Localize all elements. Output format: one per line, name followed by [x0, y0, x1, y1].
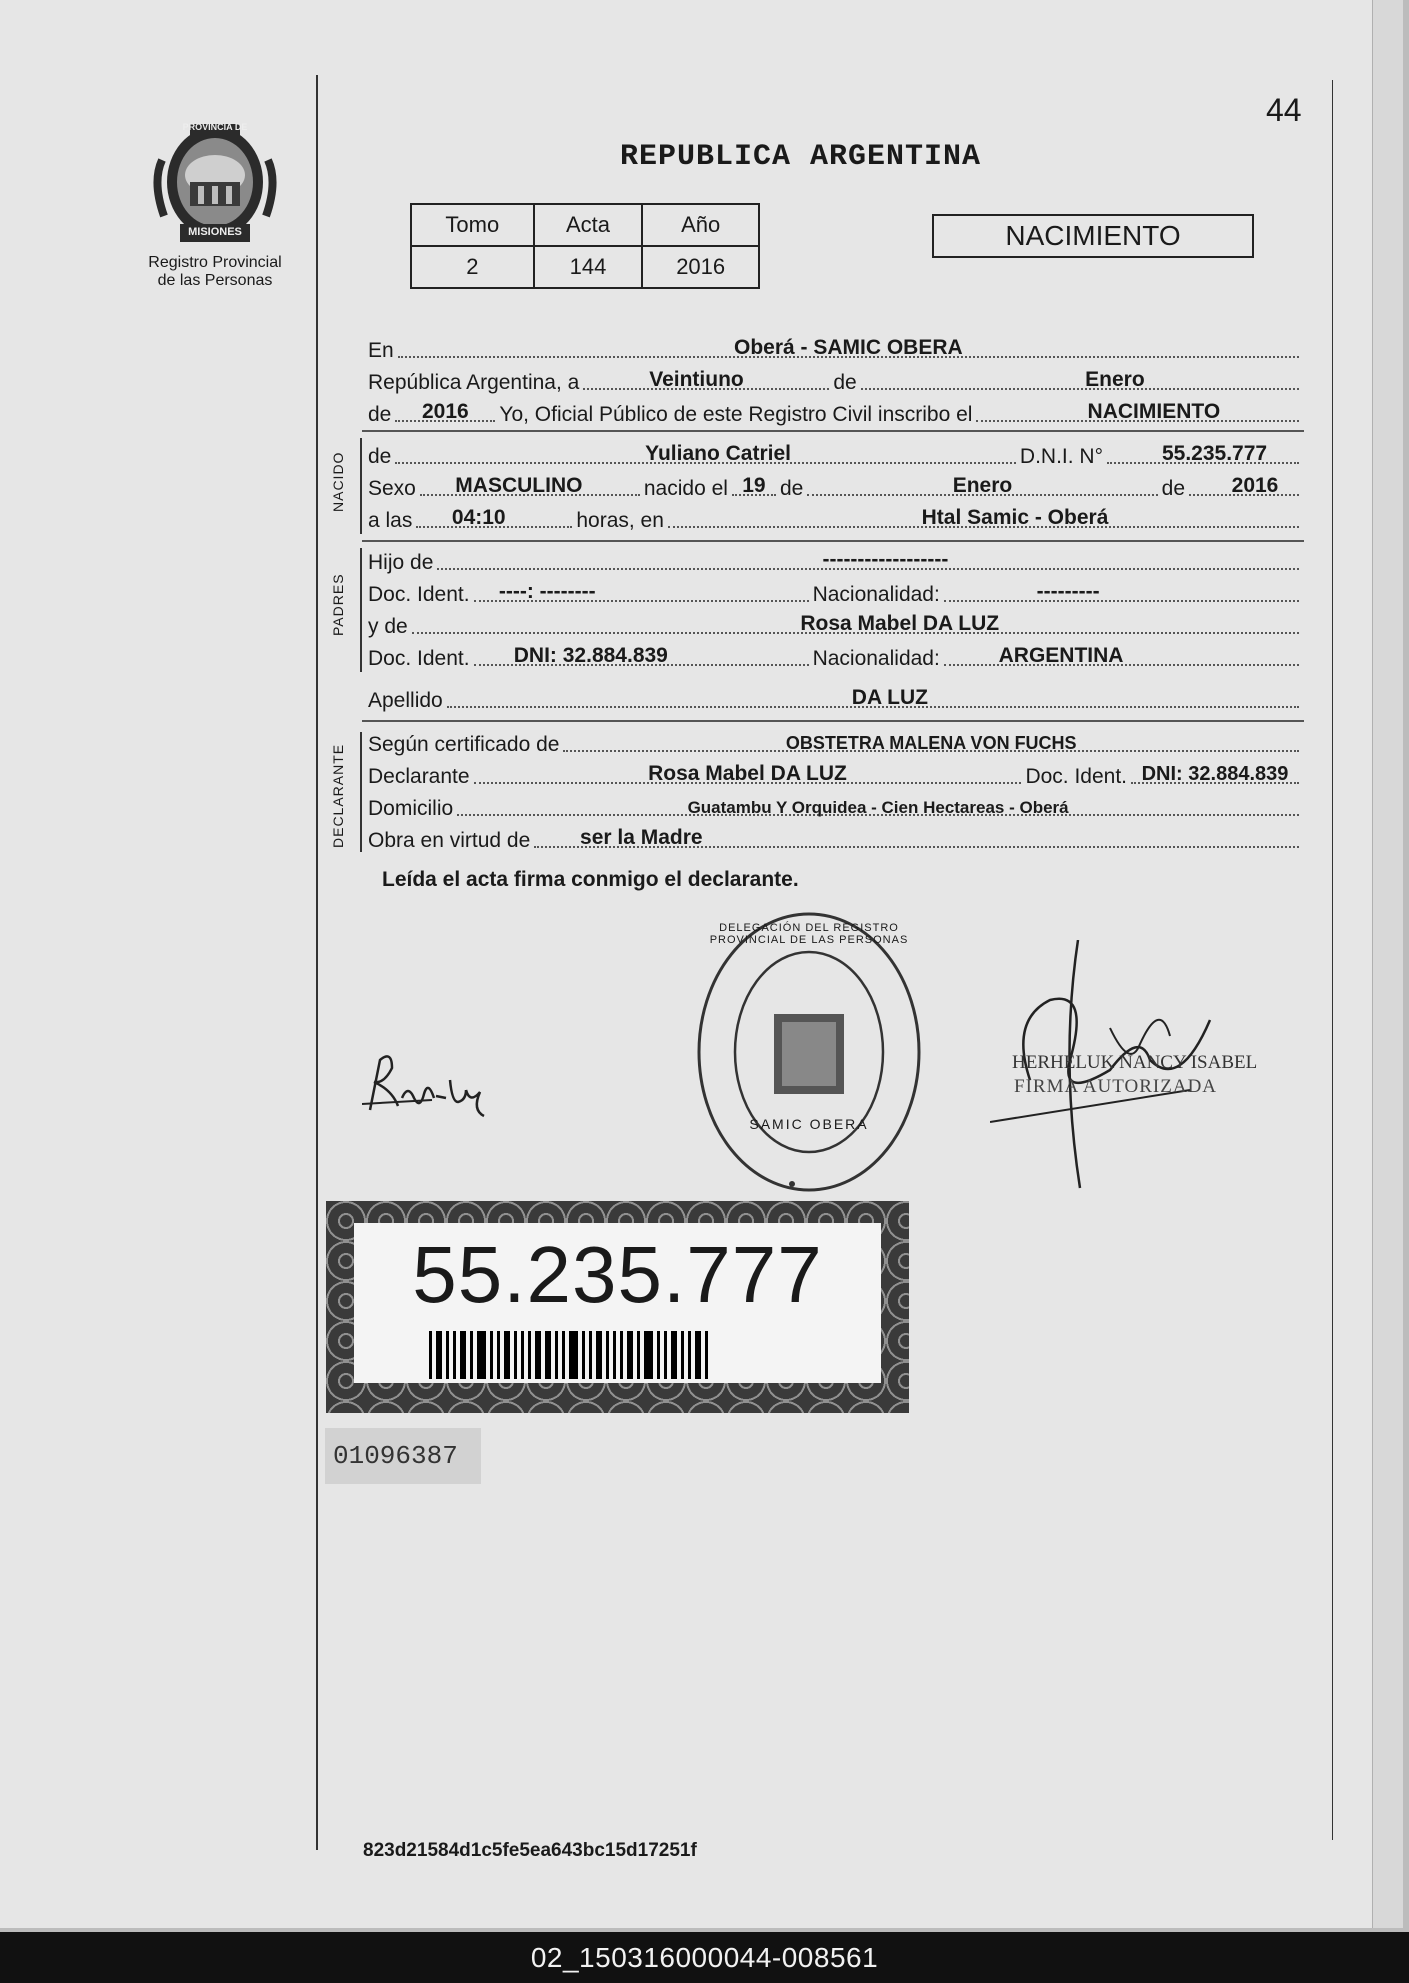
label-de2: de	[368, 403, 392, 426]
value-birth-place: Htal Samic - Oberá	[921, 506, 1109, 529]
barcode-bar	[477, 1331, 486, 1379]
value-declarante: Rosa Mabel DA LUZ	[648, 762, 847, 785]
barcode-bar	[545, 1331, 551, 1379]
separator-1	[362, 430, 1304, 432]
label-nacido-el: nacido el	[643, 477, 728, 500]
document-title: REPUBLICA ARGENTINA	[620, 140, 982, 174]
value-birth-day: 19	[742, 474, 766, 497]
header-tomo: Tomo	[411, 204, 534, 246]
label-dni: D.N.I. N°	[1019, 445, 1103, 468]
barcode-bar	[514, 1331, 517, 1379]
barcode-bar	[613, 1331, 616, 1379]
value-father: ------------------	[822, 548, 949, 571]
row-apellido	[368, 684, 1303, 714]
header-acta: Acta	[534, 204, 643, 246]
barcode-bar	[627, 1331, 633, 1379]
value-sexo: MASCULINO	[455, 474, 583, 497]
barcode-bar	[644, 1331, 653, 1379]
value-mother: Rosa Mabel DA LUZ	[800, 612, 1000, 635]
barcode-bar	[637, 1331, 640, 1379]
label-republica: República Argentina, a	[368, 371, 580, 394]
left-margin-line	[316, 75, 318, 1850]
value-tomo: 2	[411, 246, 534, 288]
barcode-bar	[528, 1331, 531, 1379]
closing-statement: Leída el acta firma conmigo el declarante.	[382, 868, 799, 891]
stamp-inner-text: SAMIC OBERA	[749, 1116, 869, 1132]
barcode-bar	[705, 1331, 708, 1379]
side-label-declarante: DECLARANTE	[330, 743, 346, 848]
barcode-bar	[569, 1331, 578, 1379]
barcode-bar	[555, 1331, 558, 1379]
stamp-ring-text: DELEGACIÓN DEL REGISTRO PROVINCIAL DE LAS PERSONAS	[709, 922, 909, 946]
underlying-page-edge	[1372, 0, 1403, 1928]
value-doc2: DNI: 32.884.839	[513, 644, 668, 667]
handwritten-signature-icon	[362, 1040, 502, 1130]
label-doc2: Doc. Ident.	[368, 647, 470, 670]
row-doc2	[368, 642, 1303, 672]
logo-caption-line2: de las Personas	[157, 272, 273, 289]
label-de: de	[833, 371, 857, 394]
scan-footer-id: 02_150316000044-008561	[0, 1932, 1409, 1983]
label-alas: a las	[368, 509, 413, 532]
label-nac1: Nacionalidad:	[812, 583, 940, 606]
record-table-value-row	[411, 246, 759, 288]
serial-number: 01096387	[325, 1428, 481, 1484]
seal-ring-top-text: PROVINCIA DE	[182, 122, 248, 132]
side-label-nacido: NACIDO	[330, 451, 346, 512]
value-acta: 144	[534, 246, 643, 288]
barcode-bar	[497, 1331, 500, 1379]
label-sexo: Sexo	[368, 477, 416, 500]
label-doc1: Doc. Ident.	[368, 583, 470, 606]
right-margin-line	[1332, 80, 1333, 1840]
barcode-bar	[436, 1331, 442, 1379]
value-nac1: ---------	[1036, 580, 1100, 603]
barcode-bar	[504, 1331, 510, 1379]
label-nacido-de: de	[368, 445, 392, 468]
document-hash: 823d21584d1c5fe5ea643bc15d17251f	[363, 1840, 697, 1861]
record-type-box: NACIMIENTO	[932, 214, 1254, 258]
barcode-bar	[596, 1331, 602, 1379]
barcode-bar	[664, 1331, 667, 1379]
barcode-bar	[589, 1331, 592, 1379]
barcode-bar	[460, 1331, 466, 1379]
row-obra	[368, 824, 1303, 854]
declarante-bracket	[360, 732, 362, 852]
barcode-bar	[695, 1331, 701, 1379]
header-anio: Año	[642, 204, 759, 246]
label-inscribo: Yo, Oficial Público de este Registro Civil inscribo el	[499, 403, 973, 426]
row-nacido-hora	[368, 504, 1303, 534]
value-child-dni: 55.235.777	[1161, 442, 1268, 465]
barcode-number: 55.235.777	[412, 1230, 823, 1319]
barcode-panel	[326, 1201, 909, 1413]
barcode-bar	[606, 1331, 609, 1379]
row-inscribo	[368, 398, 1303, 428]
value-nac2: ARGENTINA	[998, 644, 1124, 667]
record-table-header-row	[411, 204, 759, 246]
padres-bracket	[360, 548, 362, 672]
official-stamp	[692, 906, 926, 1198]
barcode-bar	[620, 1331, 623, 1379]
stamp-seal-icon	[692, 906, 926, 1198]
value-obra: ser la Madre	[580, 826, 703, 849]
label-nac2: Nacionalidad:	[812, 647, 940, 670]
official-name: HERHELUK NANCY ISABEL	[1012, 1052, 1258, 1073]
official-signature	[990, 940, 1270, 1190]
label-nacido-de3: de	[1161, 477, 1185, 500]
logo-caption-line1: Registro Provincial	[148, 254, 282, 271]
declarant-signature	[362, 1040, 502, 1130]
value-anio: 2016	[642, 246, 759, 288]
barcode-bar	[582, 1331, 585, 1379]
label-obra: Obra en virtud de	[368, 829, 531, 852]
value-apellido: DA LUZ	[851, 686, 929, 709]
label-y-de: y de	[368, 615, 408, 638]
label-en: En	[368, 339, 394, 362]
barcode-bar	[453, 1331, 456, 1379]
label-declarante: Declarante	[368, 765, 470, 788]
value-decl-doc: DNI: 32.884.839	[1141, 763, 1289, 785]
value-year: 2016	[422, 400, 469, 423]
value-certificado: OBSTETRA MALENA VON FUCHS	[785, 733, 1077, 753]
barcode-bar	[490, 1331, 493, 1379]
label-hijo-de: Hijo de	[368, 551, 434, 574]
barcode-bar	[521, 1331, 524, 1379]
official-role: FIRMA AUTORIZADA	[1014, 1076, 1218, 1097]
label-decl-doc: Doc. Ident.	[1025, 765, 1127, 788]
page-number: 44	[1266, 92, 1302, 128]
barcode-bar	[535, 1331, 541, 1379]
barcode-bar	[562, 1331, 565, 1379]
value-birth-year: 2016	[1231, 474, 1279, 497]
barcode-bar	[470, 1331, 473, 1379]
label-apellido: Apellido	[368, 689, 443, 712]
barcode-bar	[429, 1331, 432, 1379]
value-child-name: Yuliano Catriel	[645, 442, 791, 465]
value-day: Veintiuno	[649, 368, 744, 391]
seal-ring-bottom-text: MISIONES	[188, 226, 242, 238]
barcode-bar	[688, 1331, 691, 1379]
label-domicilio: Domicilio	[368, 797, 454, 820]
nacido-bracket	[360, 438, 362, 534]
value-month: Enero	[1085, 368, 1145, 391]
provincial-logo	[150, 120, 280, 250]
barcode-bar	[671, 1331, 677, 1379]
side-label-padres: PADRES	[330, 573, 346, 636]
label-horas: horas, en	[576, 509, 664, 532]
value-en: Oberá - SAMIC OBERA	[733, 336, 963, 359]
logo-caption	[120, 254, 310, 290]
value-birth-time: 04:10	[451, 506, 506, 529]
barcode-bar	[657, 1331, 660, 1379]
barcode-bars	[429, 1331, 712, 1379]
barcode-bar	[446, 1331, 449, 1379]
value-domicilio: Guatambu Y Orquidea - Cien Hectareas - Oberá	[687, 798, 1069, 817]
value-doc1: ----: --------	[498, 580, 596, 603]
label-nacido-de2: de	[779, 477, 804, 500]
value-birth-month: Enero	[952, 474, 1013, 497]
record-table	[410, 203, 760, 289]
barcode-bar	[681, 1331, 684, 1379]
value-inscribo: NACIMIENTO	[1087, 400, 1221, 423]
label-certificado: Según certificado de	[368, 733, 560, 756]
